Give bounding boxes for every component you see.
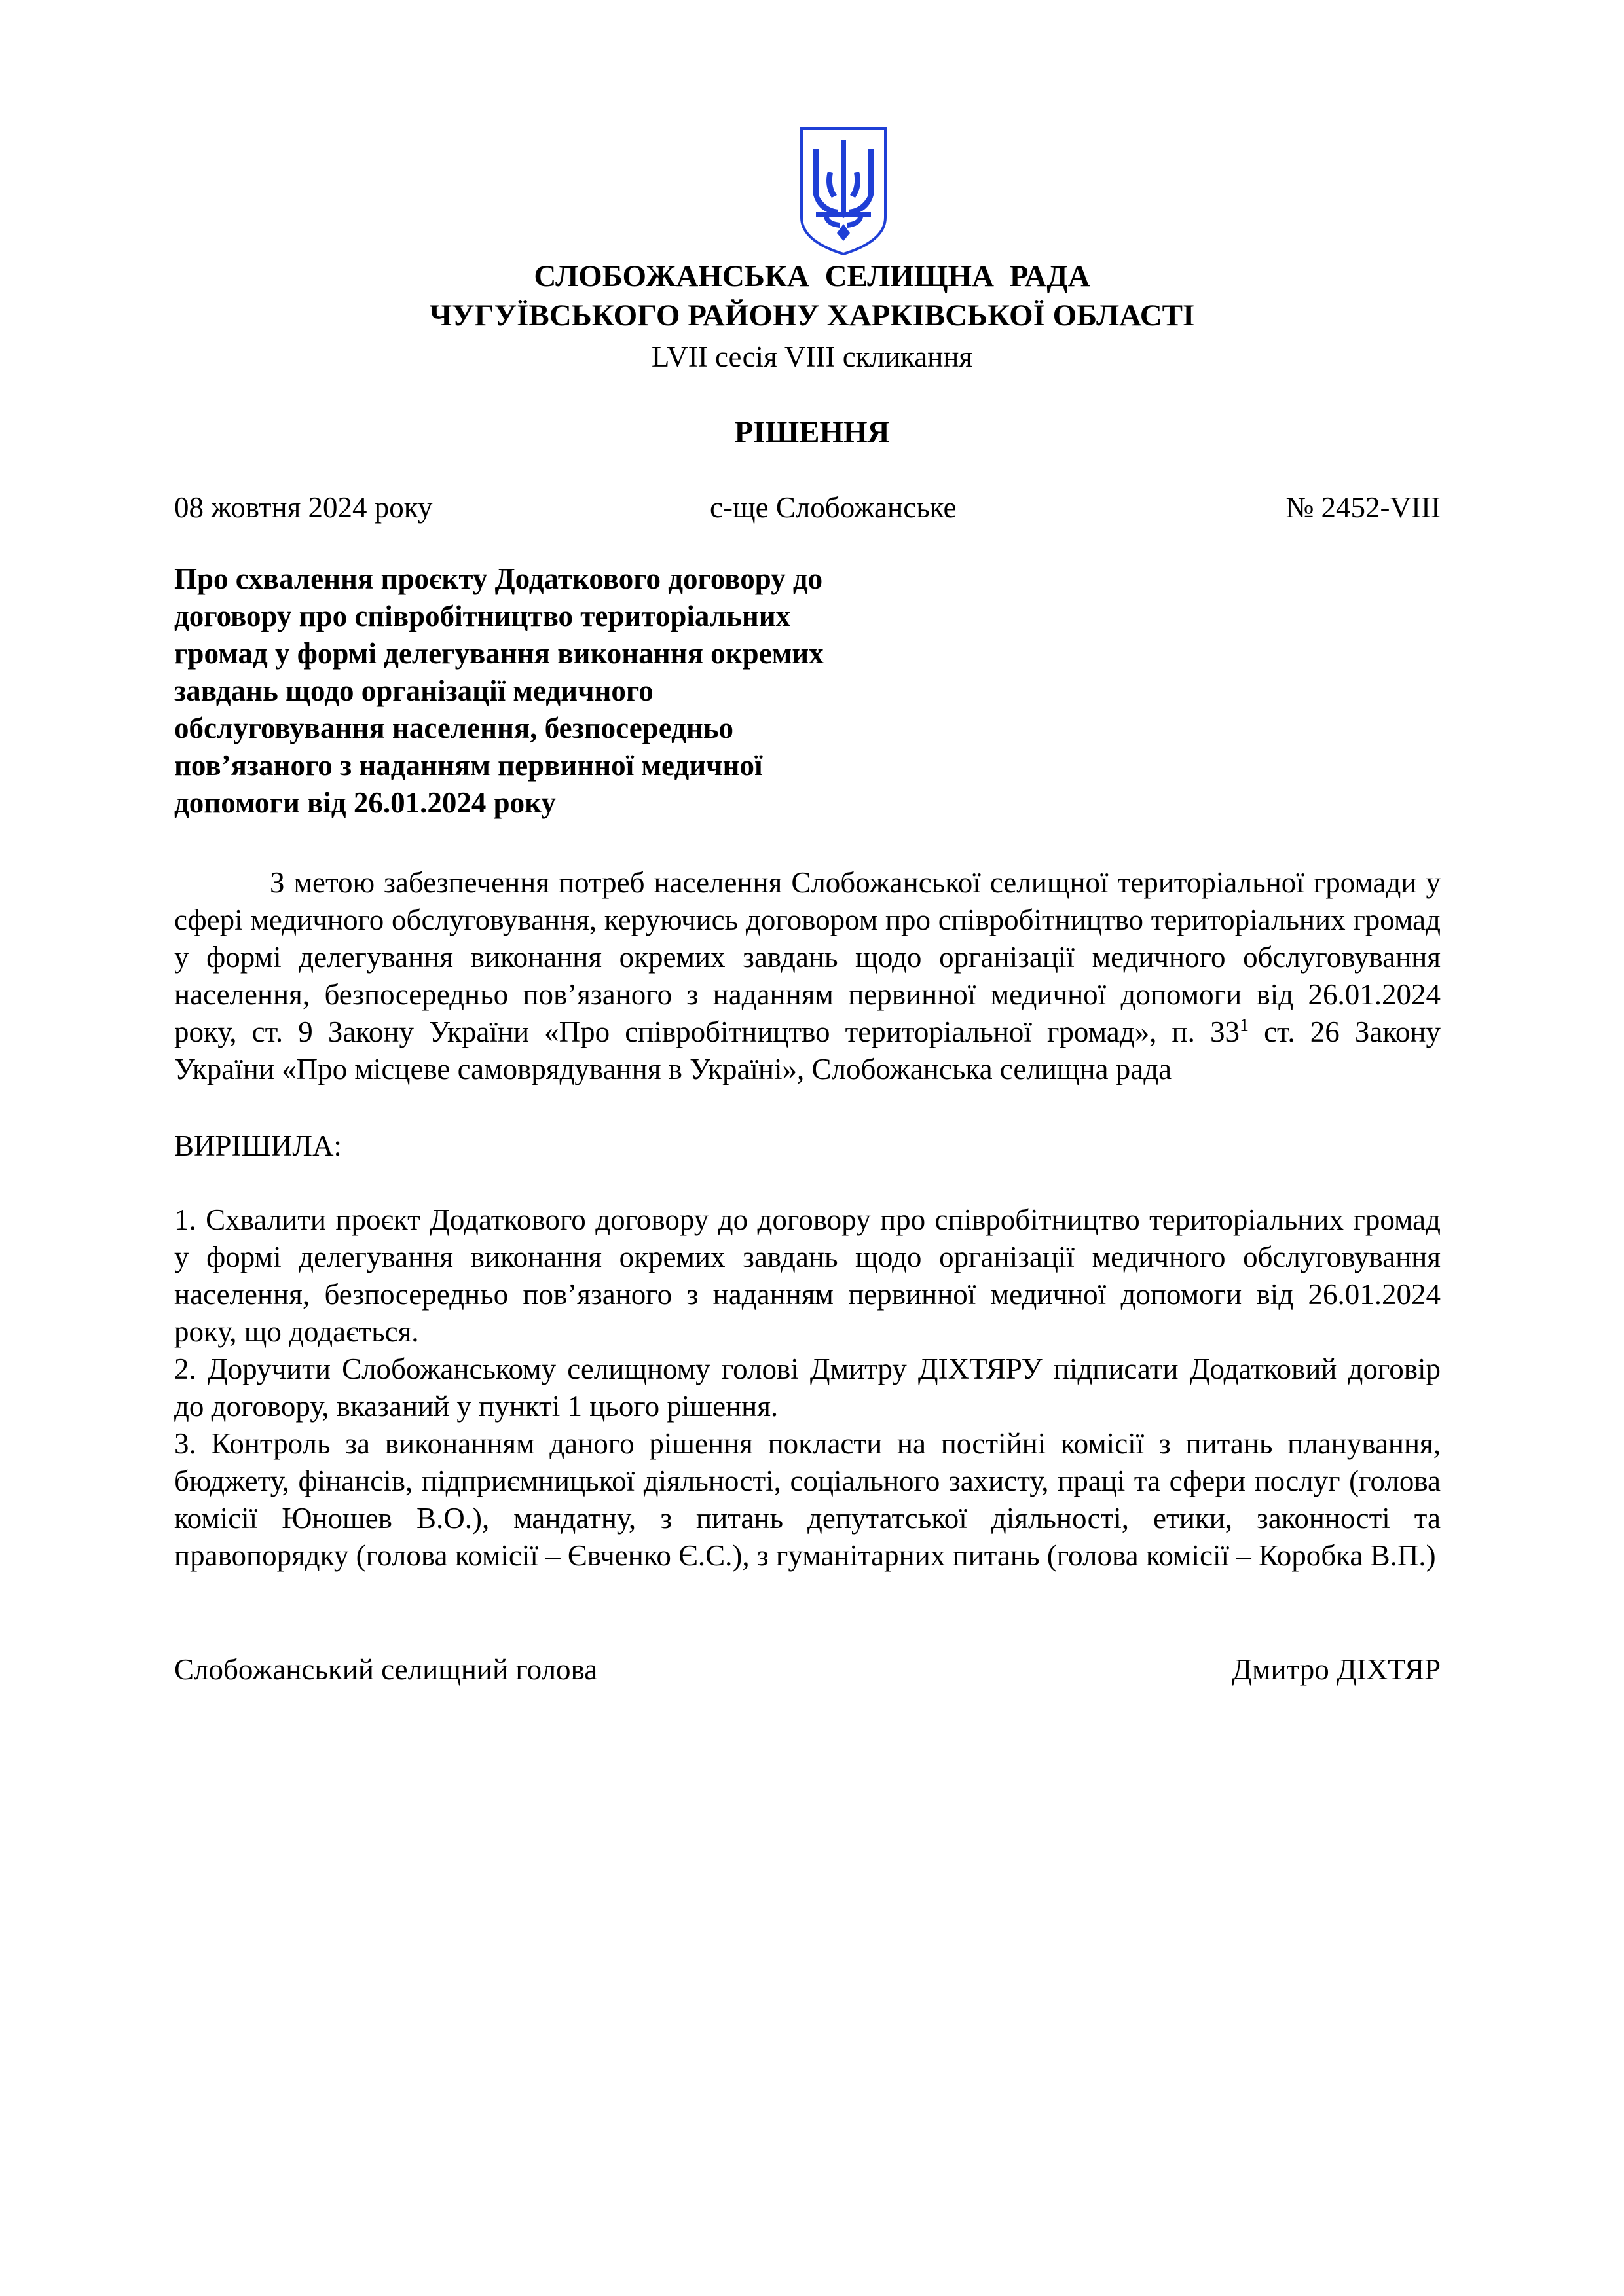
session-info: LVII сесія VIII скликання [651, 340, 973, 373]
decision-item: 2. Доручити Слобожанському селищному голові Дмитру ДІХТЯРУ підписати Додатковий договір до договору, вказаний у пункті 1 цього рішення. [174, 1353, 1441, 1423]
signatory-name: Дмитро ДІХТЯР [1232, 1653, 1441, 1686]
council-name: СЛОБОЖАНСЬКА СЕЛИЩНА РАДА [534, 259, 1090, 293]
subject-line: завдань щодо організації медичного [174, 674, 654, 707]
subject-line: обслуговування населення, безпосередньо [174, 712, 734, 744]
footnote-superscript: 1 [1239, 1015, 1249, 1036]
document-meta [174, 488, 1441, 527]
subject-line: договору про співробітництво територіальних [174, 600, 791, 632]
decision-subject [174, 560, 921, 822]
subject-line: пов’язаного з наданням первинної медичної [174, 749, 763, 782]
coat-of-arms-icon [798, 126, 889, 257]
document-date: 08 жовтня 2024 року [174, 491, 433, 524]
preamble-text-end: ст. 26 Закону України «Про місцеве самоврядування в Україні», Слобожанська селищна рада [174, 1015, 1441, 1085]
subject-line: Про схвалення проєкту Додаткового договору до [174, 562, 823, 595]
document-number: № 2452-VIII [1285, 491, 1441, 524]
preamble-text: З метою забезпечення потреб населення Слобожанської селищної територіальної громади у сфері медичного обслуговування, керуючись договором про співробітництво територіальних громад у формі делегування виконання окремих завдань щодо організації медичного обслуговування населення, безпосередньо пов’язаного з наданням первинної медичної допомоги від 26.01.2024 року, ст. 9 Закону України «Про співробітництво територіальної громад», п. 33 [174, 866, 1441, 1048]
district-name: ЧУГУЇВСЬКОГО РАЙОНУ ХАРКІВСЬКОЇ ОБЛАСТІ [429, 299, 1195, 333]
document-place: с-ще Слобожанське [710, 491, 957, 524]
signatory-title: Слобожанський селищний голова [174, 1653, 598, 1686]
decision-item: 3. Контроль за виконанням даного рішення покласти на постійні комісії з питань планування, бюджету, фінансів, підприємницької діяльності, соціального захисту, праці та сфери послуг (голова комісії Юношев В.О.), мандатну, з питань депутатської діяльності, етики, законності та правопорядку (голова комісії – Євченко Є.С.), з гуманітарних питань (голова комісії – Коробка В.П.) [174, 1427, 1441, 1572]
resolved-label: ВИРІШИЛА: [174, 1129, 342, 1162]
subject-line: громад у формі делегування виконання окремих [174, 637, 824, 670]
preamble-paragraph [174, 864, 1441, 1088]
decision-items [174, 1201, 1441, 1575]
decision-item: 1. Схвалити проєкт Додаткового договору до договору про співробітництво територіальних громад у формі делегування виконання окремих завдань щодо організації медичного обслуговування населення, безпосередньо пов’язаного з наданням первинної медичної допомоги від 26.01.2024 року, що додається. [174, 1203, 1441, 1348]
signature-block [174, 1650, 1441, 1689]
document-type: РІШЕННЯ [734, 415, 890, 449]
subject-line: допомоги від 26.01.2024 року [174, 786, 556, 819]
